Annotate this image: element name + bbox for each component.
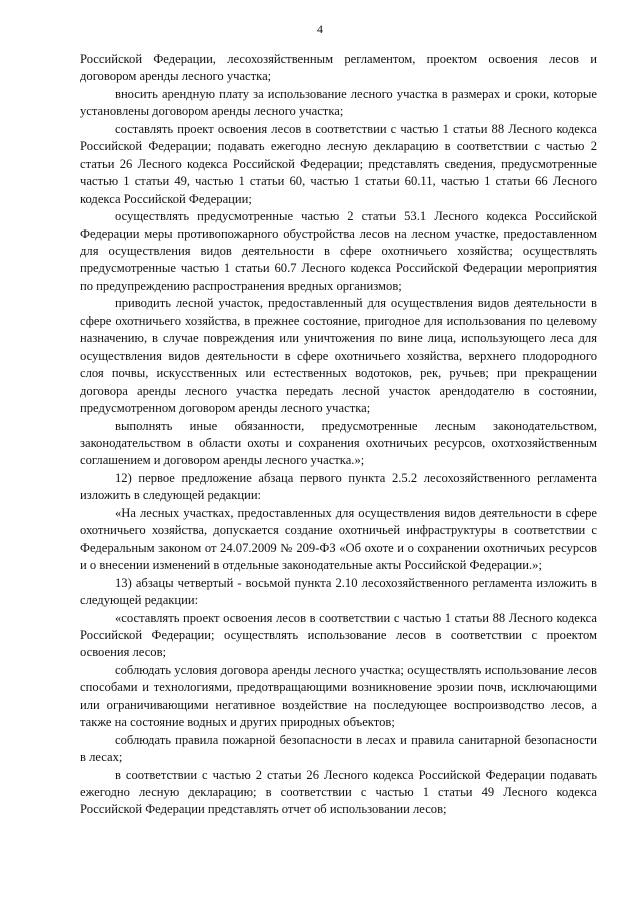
paragraph: 12) первое предложение абзаца первого пункта 2.5.2 лесохозяйственного регламента изложить в следующей редакции:: [80, 470, 597, 503]
paragraph: «составлять проект освоения лесов в соответствии с частью 1 статьи 88 Лесного кодекса Российской Федерации; осуществлять использование лесов в соответствии с проектом освоения лесов;: [80, 610, 597, 660]
document-body: [80, 51, 597, 819]
paragraph: Российской Федерации, лесохозяйственным регламентом, проектом освоения лесов и договором аренды лесного участка;: [80, 52, 597, 84]
paragraph: 13) абзацы четвертый - восьмой пункта 2.10 лесохозяйственного регламента изложить в следующей редакции:: [80, 575, 597, 608]
paragraph: приводить лесной участок, предоставленный для осуществления видов деятельности в сфере охотничьего хозяйства, в прежнее состояние, пригодное для использования по целевому назначению, в случае повреждения или уничтожения по вине лица, использующего леса для осуществления видов деятельности в сфере охотничьего хозяйства, верхнего плодородного слоя почвы, искусственных или естественных водотоков, рек, ручьев; при прекращении договора аренды лесного участка передать лесной участок арендодателю в состоянии, предусмотренном договором аренды лесного участка;: [80, 296, 597, 416]
paragraph: соблюдать условия договора аренды лесного участка; осуществлять использование лесов способами и технологиями, предотвращающими возникновение эрозии почв, исключающими или ограничивающими негативное воздействие на последующее воспроизводство лесов, а также на состояние водных и других природных объектов;: [80, 662, 597, 730]
paragraph: «На лесных участках, предоставленных для осуществления видов деятельности в сфере охотничьего хозяйства, допускается создание охотничьей инфраструктуры в соответствии с Федеральным законом от 24.07.2009 № 209-ФЗ «Об охоте и о сохранении охотничьих ресурсов и о внесении изменений в отдельные законодательные акты Российской Федерации.»;: [80, 505, 597, 573]
paragraph: в соответствии с частью 2 статьи 26 Лесного кодекса Российской Федерации подавать ежегодно лесную декларацию; в соответствии с частью 1 статьи 49 Лесного кодекса Российской Федерации представлять отчет об использовании лесов;: [80, 767, 597, 817]
paragraph: осуществлять предусмотренные частью 2 статьи 53.1 Лесного кодекса Российской Федерации меры противопожарного обустройства лесов на лесном участке, предоставленном для осуществления видов деятельности в сфере охотничьего хозяйства; осуществлять предусмотренные частью 1 статьи 60.7 Лесного кодекса Российской Федерации мероприятия по предупреждению распространения вредных организмов;: [80, 209, 597, 293]
page-number: 4: [317, 22, 323, 36]
paragraph: соблюдать правила пожарной безопасности в лесах и правила санитарной безопасности в лесах;: [80, 732, 597, 765]
paragraph: составлять проект освоения лесов в соответствии с частью 1 статьи 88 Лесного кодекса Российской Федерации; подавать ежегодно лесную декларацию в соответствии с частью 2 статьи 26 Лесного кодекса Российской Федерации; представлять сведения, предусмотренные частью 1 статьи 49, частью 1 статьи 60, частью 1 статьи 60.11, частью 1 статьи 66 Лесного кодекса Российской Федерации;: [80, 121, 597, 206]
paragraph: выполнять иные обязанности, предусмотренные лесным законодательством, законодательством в области охоты и сохранения охотничьих ресурсов, охотхозяйственным соглашением и договором аренды лесного участка.»;: [80, 418, 597, 468]
paragraph: вносить арендную плату за использование лесного участка в размерах и сроки, которые установлены договором аренды лесного участка;: [80, 86, 597, 119]
